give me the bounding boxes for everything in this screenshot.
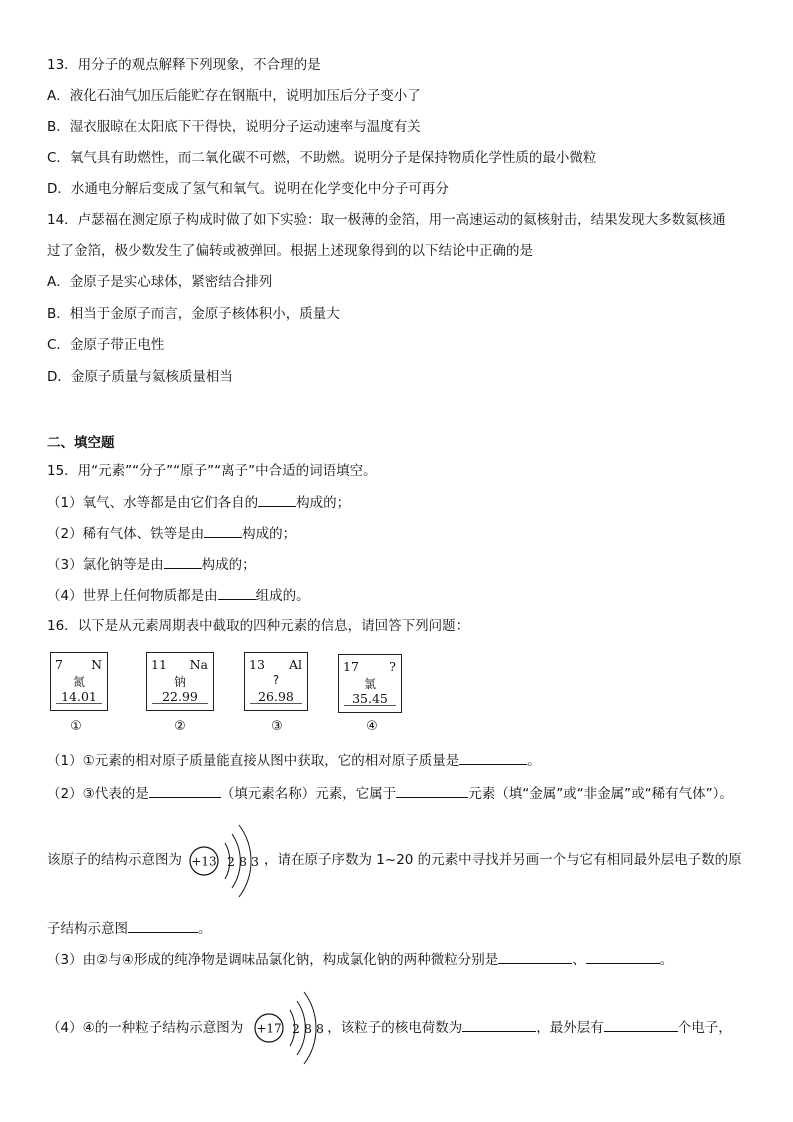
answer-blank[interactable] — [586, 950, 660, 964]
q16-part2b-post: ，请在原子序数为 1~20 的元素中寻找并另画一个与它有相同最外层电子数的原 — [264, 852, 742, 868]
q13-option-a: A．液化石油气加压后能贮存在钢瓶中，说明加压后分子变小了 — [47, 88, 421, 104]
q16-part2c — [47, 919, 212, 938]
q15-item-1 — [47, 493, 350, 512]
atomic-mass: 22.99 — [162, 689, 198, 704]
q15-item-2-post: 构成的； — [242, 526, 297, 542]
element-symbol: N — [91, 657, 102, 672]
q14-option-d: D．金原子质量与氦核质量相当 — [47, 369, 233, 385]
tile-mark-3: ③ — [271, 719, 283, 734]
q14-option-b: B．相当于金原子而言，金原子核体积小，质量大 — [47, 306, 340, 322]
element-name: 钠 — [173, 675, 186, 689]
q15-item-2-pre: （2）稀有气体、铁等是由 — [47, 526, 205, 542]
q16-part4-post: 个电子， — [677, 1020, 732, 1036]
q16-part2-pre: （2）③代表的是 — [47, 786, 149, 802]
q16-part3-post: 。 — [659, 952, 674, 968]
answer-blank[interactable] — [459, 751, 527, 765]
atomic-mass: 26.98 — [258, 689, 294, 704]
shell-electrons: 8 — [316, 1021, 324, 1036]
q14-option-a: A．金原子是实心球体，紧密结合排列 — [47, 274, 273, 290]
element-tile-3 — [244, 652, 308, 711]
q16-part3-pre: （3）由②与④形成的纯净物是调味品氯化钠，构成氯化钠的两种微粒分别是 — [47, 952, 499, 968]
atomic-mass: 35.45 — [352, 691, 388, 706]
q16-part4-mid2: ，最外层有 — [536, 1020, 604, 1036]
q16-part1-pre: （1）①元素的相对原子质量能直接从图中获取，它的相对原子质量是 — [47, 753, 460, 769]
element-tile-1 — [50, 652, 108, 711]
q16-part4-pre: （4）④的一种粒子结构示意图为 — [47, 1020, 244, 1036]
q15-item-2 — [47, 524, 296, 543]
answer-blank[interactable] — [396, 784, 468, 798]
element-tile-2 — [146, 652, 214, 711]
q16-part2c-post: 。 — [198, 921, 212, 937]
q15-item-3-post: 构成的； — [201, 557, 256, 573]
q16-part2-post: 元素（填“金属”或“非金属”或“稀有气体”）。 — [468, 786, 733, 802]
atomic-mass: 14.01 — [61, 689, 97, 704]
q16-part1 — [47, 751, 541, 770]
element-symbol: Al — [288, 657, 302, 672]
element-name: ? — [272, 673, 280, 687]
q15-item-1-pre: （1）氧气、水等都是由它们各自的 — [47, 495, 259, 511]
nucleus-charge: +13 — [191, 854, 217, 869]
q16-stem: 16．以下是从元素周期表中截取的四种元素的信息，请回答下列问题： — [47, 618, 470, 634]
q14-stem-line1: 14．卢瑟福在测定原子构成时做了如下实验：取一极薄的金箔，用一高速运动的氦核射击，结果发现大多数氦核通 — [47, 212, 726, 228]
q16-part4-mid1: ，该粒子的核电荷数为 — [327, 1020, 463, 1036]
answer-blank[interactable] — [149, 784, 221, 798]
q16-part3-mid: 、 — [572, 952, 586, 968]
q15-item-3-pre: （3）氯化钠等是由 — [47, 557, 164, 573]
shell-electrons: 2 — [292, 1021, 300, 1036]
shell-electrons: 3 — [251, 854, 259, 869]
q16-part2 — [47, 784, 733, 803]
q16-part4 — [47, 1018, 732, 1037]
q16-part2c-pre: 子结构示意图 — [47, 921, 128, 937]
shell-electrons: 2 — [227, 854, 235, 869]
q15-stem: 15．用“元素”“分子”“原子”“离子”中合适的词语填空。 — [47, 463, 377, 479]
atomic-number: 11 — [151, 657, 167, 672]
atom-structure-diagram-al — [187, 818, 273, 902]
q13-option-d: D．水通电分解后变成了氢气和氧气。说明在化学变化中分子可再分 — [47, 181, 449, 197]
q15-item-4 — [47, 586, 310, 605]
answer-blank[interactable] — [218, 586, 256, 600]
atomic-number: 7 — [55, 657, 63, 672]
q15-item-4-post: 组成的。 — [255, 588, 310, 604]
atomic-number: 17 — [343, 659, 359, 674]
q16-part1-post: 。 — [527, 753, 541, 769]
answer-blank[interactable] — [258, 493, 296, 507]
element-tile-4 — [338, 654, 402, 713]
tile-mark-2: ② — [174, 719, 186, 734]
q13-option-b: B．湿衣服晾在太阳底下干得快，说明分子运动速率与温度有关 — [47, 119, 421, 135]
element-symbol: ? — [389, 659, 396, 674]
q15-item-4-pre: （4）世界上任何物质都是由 — [47, 588, 218, 604]
element-name: 氯 — [363, 677, 376, 691]
atomic-number: 13 — [249, 657, 265, 672]
q16-part2-mid: （填元素名称）元素，它属于 — [220, 786, 397, 802]
answer-blank[interactable] — [204, 524, 242, 538]
tile-mark-1: ① — [70, 719, 82, 734]
element-symbol: Na — [189, 657, 208, 672]
tile-mark-4: ④ — [366, 719, 378, 734]
answer-blank[interactable] — [462, 1018, 536, 1032]
answer-blank[interactable] — [604, 1018, 678, 1032]
q14-option-c: C．金原子带正电性 — [47, 337, 165, 353]
element-name: 氮 — [72, 675, 85, 689]
shell-electrons: 8 — [304, 1021, 312, 1036]
q13-stem: 13．用分子的观点解释下列现象，不合理的是 — [47, 57, 321, 73]
q16-part3 — [47, 950, 673, 969]
answer-blank[interactable] — [498, 950, 572, 964]
q15-item-3 — [47, 555, 256, 574]
section-heading: 二、填空题 — [47, 435, 115, 451]
q16-part2b-pre: 该原子的结构示意图为 — [47, 852, 182, 868]
q14-stem-line2: 过了金箔，极少数发生了偏转或被弹回。根据上述现象得到的以下结论中正确的是 — [47, 243, 533, 259]
q13-option-c: C．氧气具有助燃性，而二氧化碳不可燃，不助燃。说明分子是保持物质化学性质的最小微粒 — [47, 150, 597, 166]
answer-blank[interactable] — [128, 919, 198, 933]
q15-item-1-post: 构成的； — [296, 495, 351, 511]
atom-structure-diagram-cl — [252, 985, 338, 1069]
shell-electrons: 8 — [239, 854, 247, 869]
q16-part2-diagram-line — [47, 851, 742, 869]
nucleus-charge: +17 — [256, 1021, 282, 1036]
answer-blank[interactable] — [164, 555, 202, 569]
